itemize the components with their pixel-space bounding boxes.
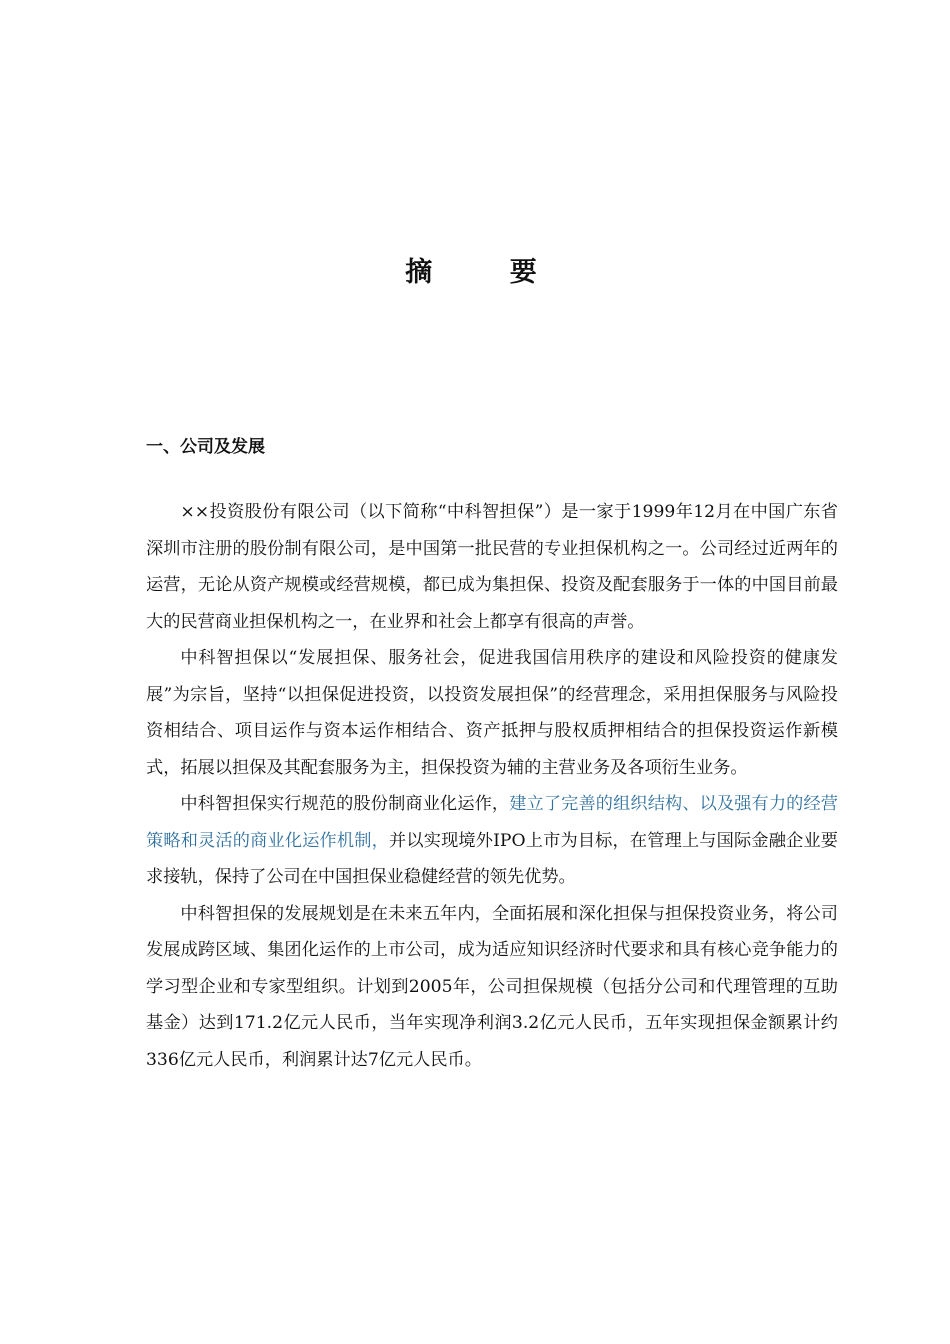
paragraph-company-intro: ××投资股份有限公司（以下简称“中科智担保”）是一家于1999年12月在中国广东省深圳市注册的股份制有限公司，是中国第一批民营的专业担保机构之一。公司经过近两年的运营，无论从资产规模或经营规模，都已成为集担保、投资及配套服务于一体的中国目前最大的民营商业担保机构之一，在业界和社会上都享有很高的声誉。 — [146, 502, 838, 632]
paragraph-operation-end: 并以实现境外IPO上市为目标，在管理上与国际金融企业要求接轨，保持了公司在中国担保业稳健经营的领先优势。 — [146, 830, 838, 887]
highlighted-text: 建立了完善的组织结构、以及强有力的经营策略和灵活的商业化运作机制， — [146, 794, 838, 851]
paragraph-operation-start: 中科智担保实行规范的股份制商业化运作， — [180, 794, 510, 814]
paragraph-mission: 中科智担保以“发展担保、服务社会，促进我国信用秩序的建设和风险投资的健康发展”为宗旨，坚持“以担保促进投资，以投资发展担保”的经营理念，采用担保服务与风险投资相结合、项目运作与资本运作相结合、资产抵押与股权质押相结合的担保投资运作新模式，拓展以担保及其配套服务为主，担保投资为辅的主营业务及各项衍生业务。 — [146, 648, 838, 778]
section-heading: 一、公司及发展 — [146, 437, 265, 457]
paragraph-development-plan: 中科智担保的发展规划是在未来五年内，全面拓展和深化担保与担保投资业务，将公司发展成跨区域、集团化运作的上市公司，成为适应知识经济时代要求和具有核心竞争能力的学习型企业和专家型组织。计划到2005年，公司担保规模（包括分公司和代理管理的互助基金）达到171.2亿元人民币，当年实现净利润3.2亿元人民币，五年实现担保金额累计约336亿元人民币，利润累计达7亿元人民币。 — [146, 903, 838, 1070]
paragraph-operation — [146, 786, 838, 896]
section-body — [146, 494, 838, 1078]
page-title: 摘 要 — [405, 257, 545, 288]
